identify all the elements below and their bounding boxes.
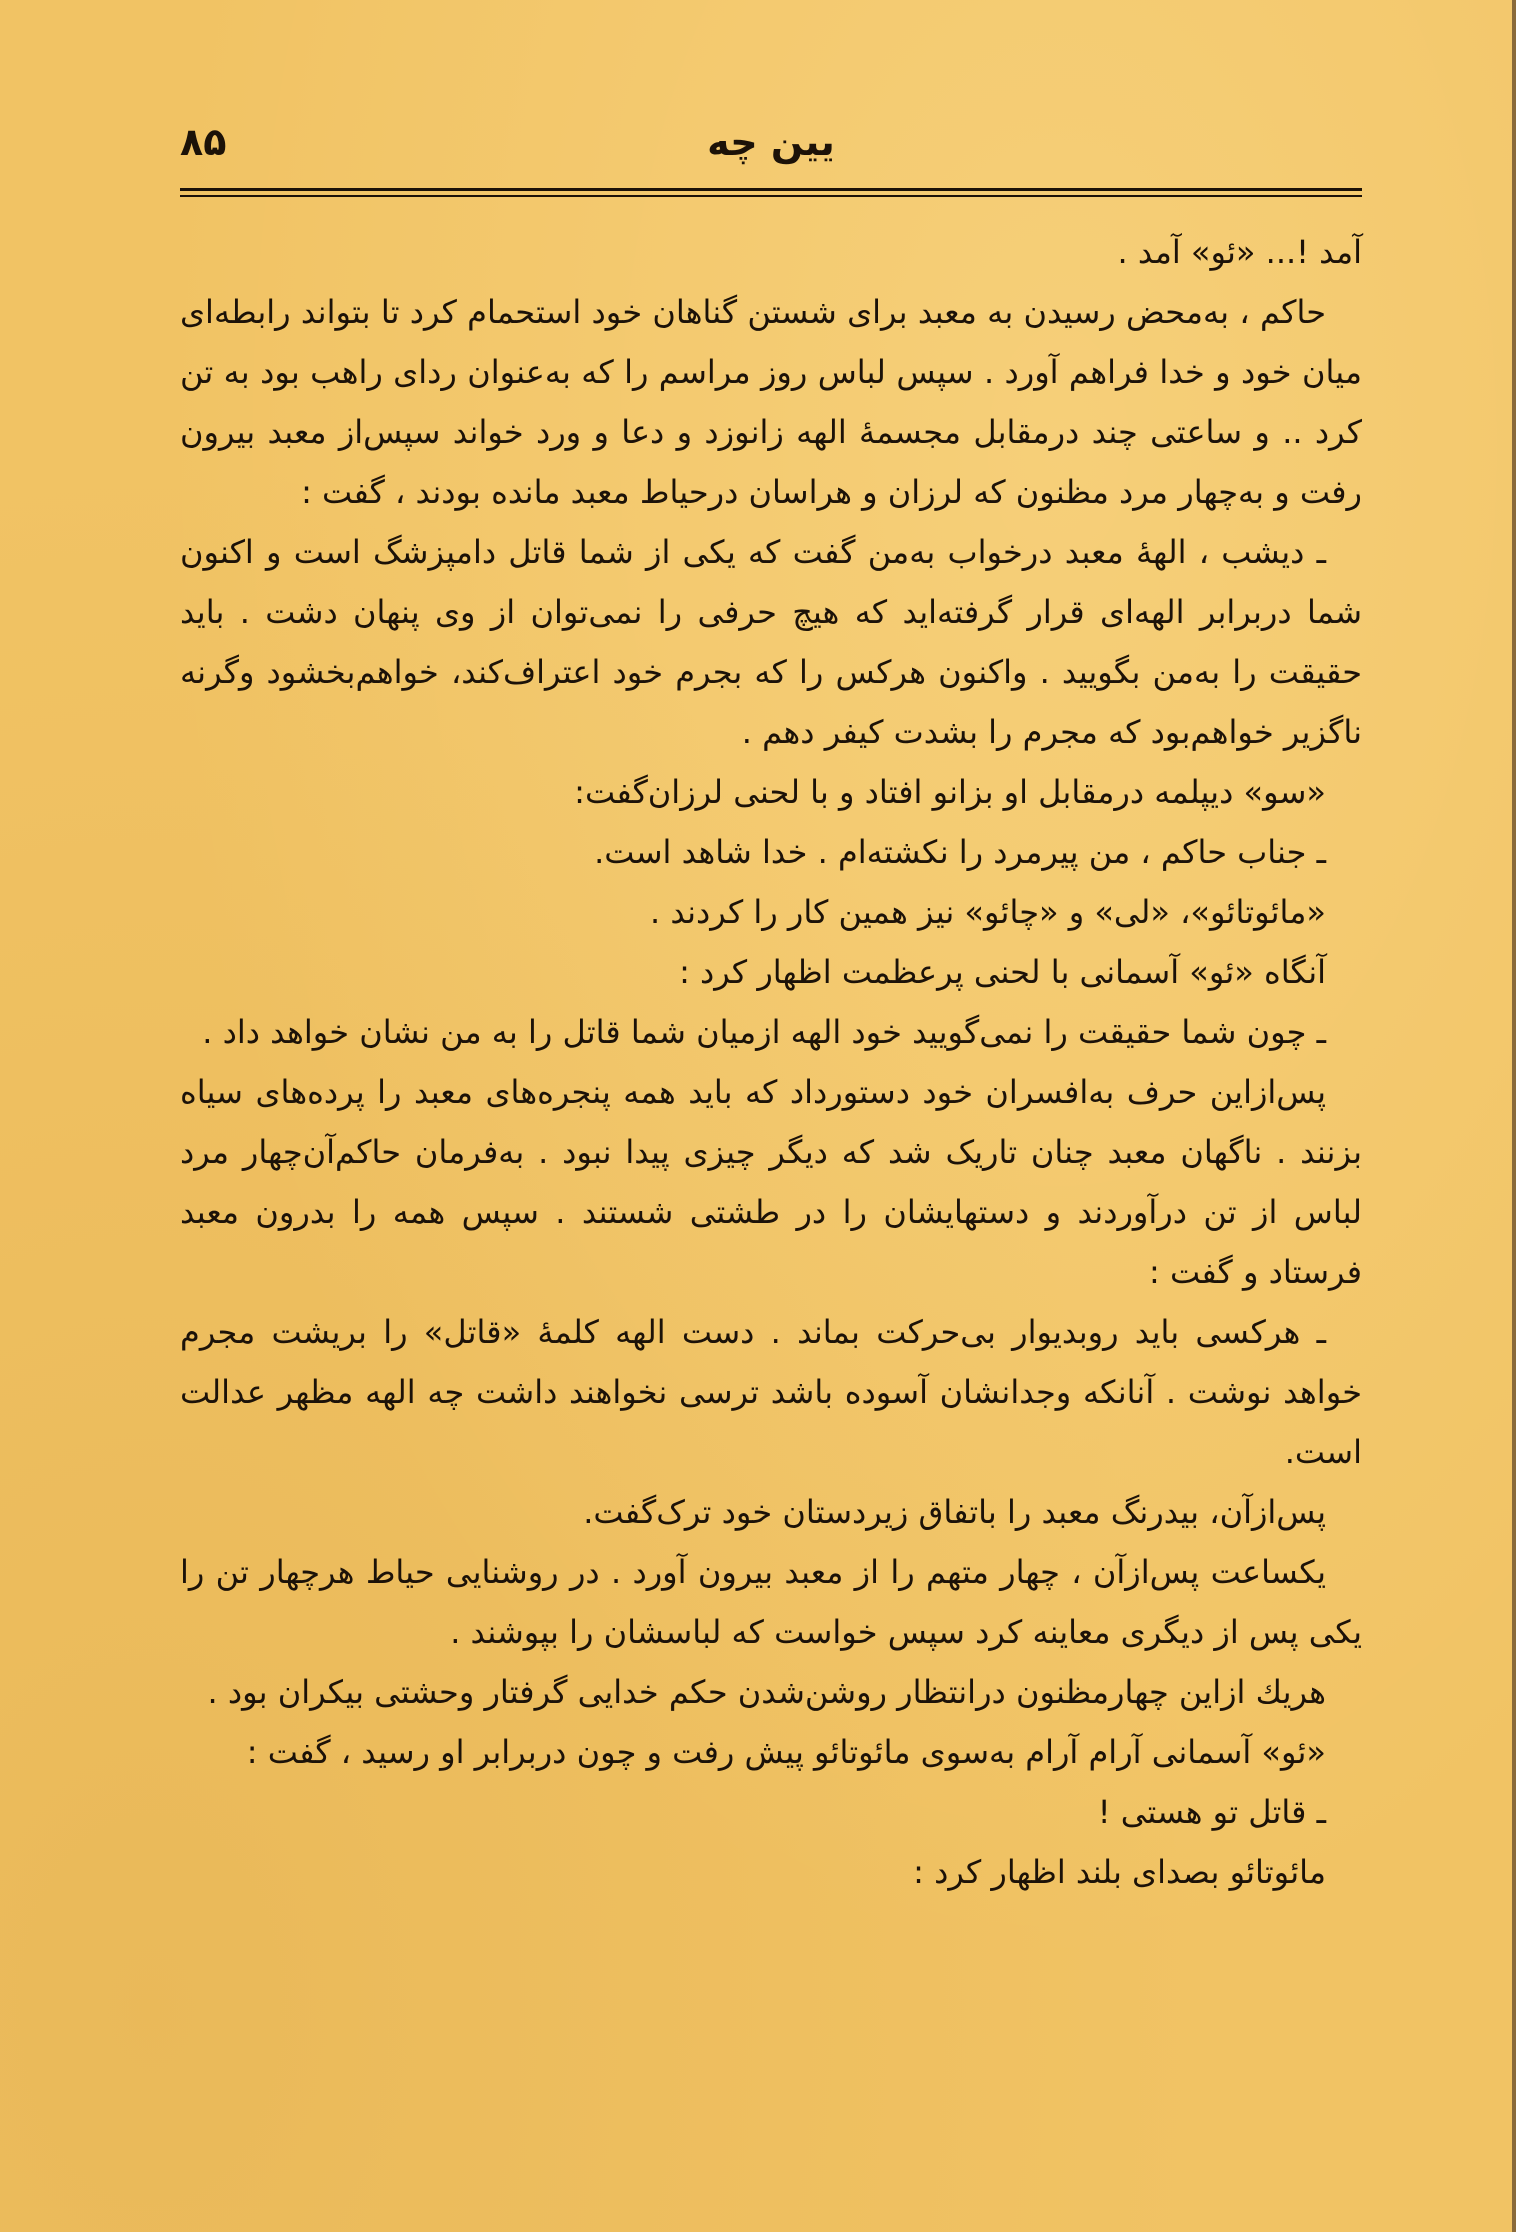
paragraph: پس‌ازاین حرف به‌افسران خود دستورداد که باید همه پنجره‌های معبد را پرده‌های سیاه بزنند . ناگهان معبد چنان تاریک شد که دیگر چیزی پیدا نبود . به‌فرمان حاکم‌آن‌چهار مرد لباس از تن درآوردند و دستهایشان را در طشتی شستند . سپس همه را بدرون معبد فرستاد و گفت : bbox=[180, 1073, 1362, 1291]
paragraph: ـ جناب حاکم ، من پیرمرد را نکشته‌ام . خدا شاهد است. bbox=[594, 833, 1326, 871]
paragraph: ـ چون شما حقیقت را نمی‌گویید خود الهه ازمیان شما قاتل را به من نشان خواهد داد . bbox=[202, 1013, 1326, 1051]
running-title: یین چه bbox=[707, 120, 835, 164]
paragraph: «ئو» آسمانی آرام آرام به‌سوی مائوتائو پیش رفت و چون دربرابر او رسید ، گفت : bbox=[246, 1733, 1326, 1771]
paragraph: هریك ازاین چهارمظنون درانتظار روشن‌شدن حکم خدایی گرفتار وحشتی بیکران بود . bbox=[207, 1673, 1326, 1711]
paragraph: یکساعت پس‌ازآن ، چهار متهم را از معبد بیرون آورد . در روشنایی حیاط هرچهار تن را یکی پس از دیگری معاینه کرد سپس خواست که لباسشان را بپوشند . bbox=[180, 1553, 1362, 1651]
paragraph: «سو» دیپلمه درمقابل او بزانو افتاد و با لحنی لرزان‌گفت: bbox=[574, 773, 1326, 811]
page-header bbox=[180, 120, 1362, 180]
paragraph: حاکم ، به‌محض رسیدن به معبد برای شستن گناهان خود استحمام کرد تا بتواند رابطه‌ای میان خود و خدا فراهم آورد . سپس لباس روز مراسم را که به‌عنوان ردای راهب بود به تن کرد .. و ساعتی چند درمقابل مجسمهٔ الهه زانوزد و دعا و ورد خواند سپس‌از معبد بیرون رفت و به‌چهار مرد مظنون که لرزان و هراسان درحیاط معبد مانده بودند ، گفت : bbox=[180, 293, 1362, 511]
page-number: ۸۵ bbox=[180, 120, 227, 164]
body-text bbox=[180, 222, 1362, 1902]
paragraph: ـ قاتل تو هستی ! bbox=[1097, 1793, 1326, 1831]
paragraph: «مائوتائو»، «لی» و «چائو» نیز همین کار را کردند . bbox=[649, 893, 1326, 931]
paragraph: مائوتائو بصدای بلند اظهار کرد : bbox=[913, 1853, 1326, 1891]
paragraph: پس‌ازآن، بیدرنگ معبد را باتفاق زیردستان خود ترک‌گفت. bbox=[583, 1493, 1326, 1531]
paragraph: ـ دیشب ، الههٔ معبد درخواب به‌من گفت که یکی از شما قاتل دامپزشگ است و اکنون شما دربرابر الهه‌ای قرار گرفته‌اید که هیچ حرفی را نمی‌توان از وی پنهان دشت . باید حقیقت را به‌من بگویید . واکنون هرکس را که بجرم خود اعتراف‌کند، خواهم‌بخشود وگرنه ناگزیر خواهم‌بود که مجرم را بشدت کیفر دهم . bbox=[180, 533, 1362, 751]
paragraph: ـ هرکسی باید روبدیوار بی‌حرکت بماند . دست الهه کلمهٔ «قاتل» را بریشت مجرم خواهد نوشت . آنانکه وجدانشان آسوده باشد ترسی نخواهند داشت چه الهه مظهر عدالت است. bbox=[180, 1313, 1362, 1471]
header-double-rule bbox=[180, 188, 1362, 197]
paragraph: آمد !... «ئو» آمد . bbox=[1117, 233, 1362, 271]
paragraph: آنگاه «ئو» آسمانی با لحنی پرعظمت اظهار کرد : bbox=[679, 953, 1326, 991]
